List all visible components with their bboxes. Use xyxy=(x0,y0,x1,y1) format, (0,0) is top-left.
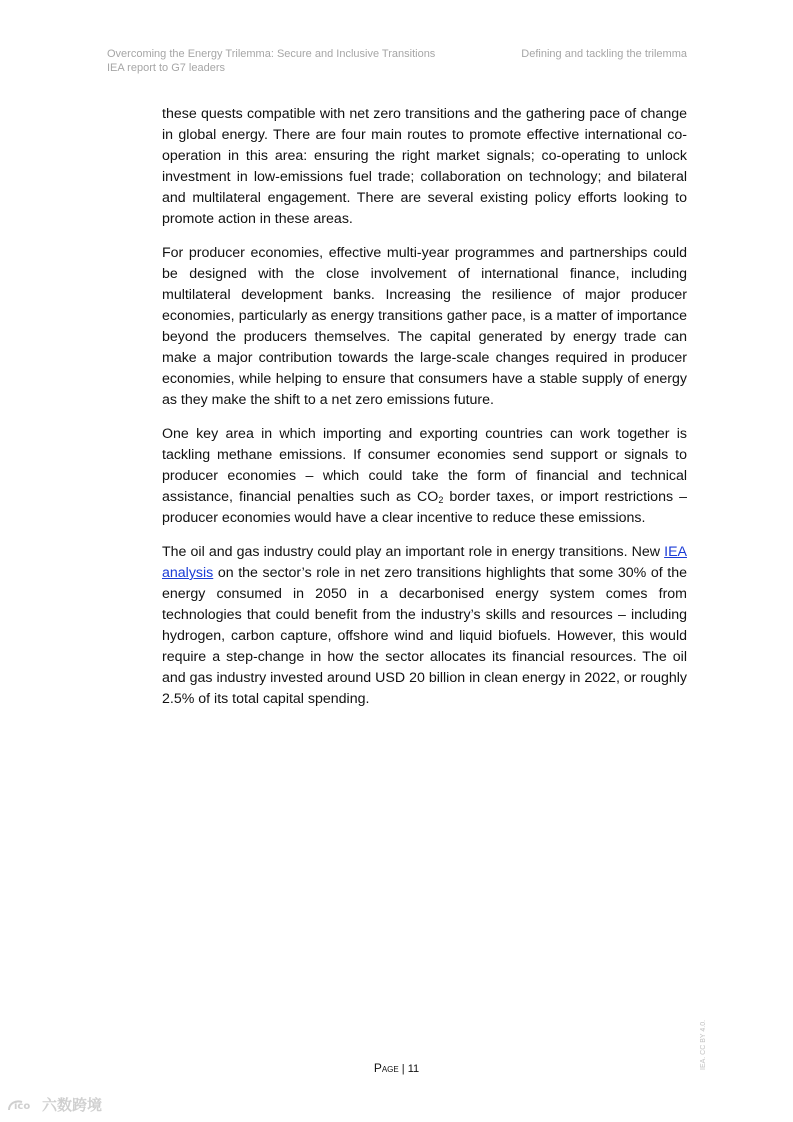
iea-analysis-link[interactable]: IEA analysis xyxy=(162,544,687,581)
paragraph-3-text-a: One key area in which importing and exporting countries can work together is tackling methane emissions. If consumer economies send support or signals to producer economies – which could take the form of financial and technical assistance, financial penalties such as CO xyxy=(162,426,687,505)
running-header xyxy=(107,47,435,75)
license-notice: IEA. CC BY 4.0. xyxy=(700,1019,707,1070)
section-title: Defining and tackling the trilemma xyxy=(521,48,687,60)
page-label: Page xyxy=(373,1061,399,1075)
paragraph-4-text-b: on the sector’s role in net zero transitions highlights that some 30% of the energy consumed in 2050 in a decarbonised energy system comes from technologies that could benefit from the industry’s skills and resources – including hydrogen, carbon capture, offshore wind and liquid biofuels. However, this would require a step-change in how the sector allocates its financial resources. The oil and gas industry invested around USD 20 billion in clean energy in 2022, or roughly 2.5% of its total capital spending. xyxy=(162,565,687,707)
report-title: Overcoming the Energy Trilemma: Secure and Inclusive Transitions xyxy=(107,48,436,60)
paragraph-2: For producer economies, effective multi-year programmes and partnerships could be designed with the close involvement of international finance, including multilateral development banks. Increasing the resilience of major producer economies, particularly as energy transitions gather pace, is a matter of importance beyond the producers themselves. The capital generated by energy trade can make a major contribution towards the large-scale changes required in producer economies, while helping to ensure that consumers have a stable supply of energy as they make the shift to a net zero emissions future. xyxy=(162,245,687,408)
page-footer xyxy=(0,1061,793,1075)
page-separator: | xyxy=(398,1063,408,1075)
paragraph-4 xyxy=(162,542,687,710)
co2-subscript: 2 xyxy=(438,495,444,505)
watermark-logo-icon xyxy=(6,1095,38,1115)
paragraph-3-text-b: border taxes, or import restrictions – producer economies would have a clear incentive to reduce these emissions. xyxy=(162,489,688,526)
watermark-logo-text: ico xyxy=(14,1100,31,1112)
watermark-text: 六数跨境 xyxy=(42,1097,103,1114)
paragraph-1: these quests compatible with net zero transitions and the gathering pace of change in global energy. There are four main routes to promote effective international co-operation in this area: ensuring the right market signals; co-operating to unlock investment in low-emissions fuel trade; collaboration on technology; and bilateral and multilateral engagement. There are several existing policy efforts looking to promote action in these areas. xyxy=(162,106,687,227)
paragraph-4-text-a: The oil and gas industry could play an important role in energy transitions. New xyxy=(162,544,665,560)
watermark xyxy=(6,1094,102,1115)
page-number: 11 xyxy=(407,1063,420,1075)
report-subtitle: IEA report to G7 leaders xyxy=(107,62,226,74)
page-body xyxy=(162,104,687,723)
paragraph-3 xyxy=(162,424,687,529)
